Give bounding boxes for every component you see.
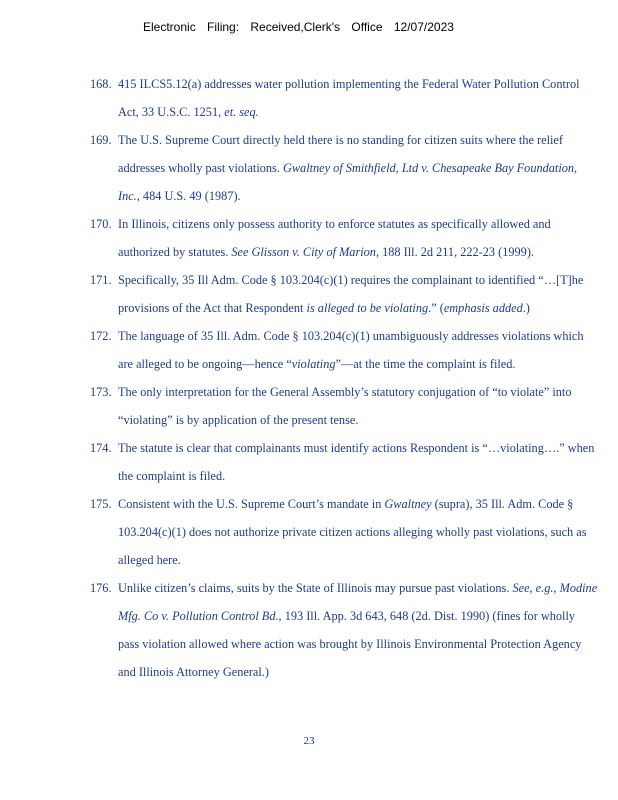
paragraph-number: 175. (90, 497, 112, 511)
numbered-paragraph-list (90, 70, 598, 686)
text-segment: Specifically, 35 Ill Adm. Code § 103.204(c)(1) requires the complainant to identified “…[T]he provisions of the Act that Respondent (118, 273, 584, 315)
header-filing: Filing: (207, 20, 240, 34)
text-segment: Unlike citizen’s claims, suits by the State of Illinois may pursue past violations. (118, 581, 513, 595)
paragraph-number: 173. (90, 385, 112, 399)
paragraph-number: 168. (90, 77, 112, 91)
paragraph-175 (90, 490, 598, 574)
text-segment: .” ( (428, 301, 444, 315)
text-segment: ”—at the time the complaint is filed. (335, 357, 516, 371)
paragraph-text (118, 574, 598, 686)
italic-citation: emphasis added (443, 301, 523, 315)
paragraph-171 (90, 266, 598, 322)
paragraph-text (118, 378, 598, 434)
italic-citation: is alleged to be violating (306, 301, 429, 315)
paragraph-number: 170. (90, 217, 112, 231)
header-received: Received,Clerk's (250, 20, 341, 34)
paragraph-number: 169. (90, 133, 112, 147)
text-segment: 188 Ill. 2d 211, 222-23 (1999). (379, 245, 534, 259)
text-segment: , 193 Ill. App. 3d 643, 648 (2d. Dist. 1990) (fines for wholly pass violation allowed where action was brought by Illinois Environmental Protection Agency and Illinois Attorney General.) (118, 609, 582, 679)
italic-citation: Gwaltney (384, 497, 432, 511)
paragraph-text (118, 434, 598, 490)
header-date: 12/07/2023 (393, 20, 454, 34)
italic-citation: violating (291, 357, 336, 371)
paragraph-number: 174. (90, 441, 112, 455)
text-segment: The only interpretation for the General Assembly’s statutory conjugation of “to violate” into “violating” is by application of the present tense. (118, 385, 572, 427)
paragraph-text (118, 70, 598, 126)
header-office: Office (351, 20, 383, 34)
paragraph-number: 171. (90, 273, 112, 287)
text-segment: (supra), 35 Ill. Adm. Code § 103.204(c)(1) does not authorize private citizen actions alleging wholly past violations, such as alleged here. (118, 497, 587, 567)
paragraph-number: 172. (90, 329, 112, 343)
text-segment: The statute is clear that complainants must identify actions Respondent is “…violating….” when the complaint is filed. (118, 441, 595, 483)
text-segment: 484 U.S. 49 (1987). (139, 189, 241, 203)
paragraph-169 (90, 126, 598, 210)
italic-citation: et. seq. (224, 105, 259, 119)
text-segment: In Illinois, citizens only possess authority to enforce statutes as specifically allowed and authorized by statutes. (118, 217, 551, 259)
italic-citation: Gwaltney of Smithfield, Ltd v. Chesapeake Bay Foundation, Inc., (118, 161, 578, 203)
paragraph-170 (90, 210, 598, 266)
paragraph-174 (90, 434, 598, 490)
paragraph-number: 176. (90, 581, 112, 595)
text-segment: Consistent with the U.S. Supreme Court’s mandate in (118, 497, 385, 511)
filing-header (143, 20, 462, 34)
paragraph-text (118, 322, 598, 378)
italic-citation: See Glisson v. City of Marion, (231, 245, 380, 259)
paragraph-168 (90, 70, 598, 126)
page-number: 23 (303, 735, 315, 747)
italic-citation: See, e.g., Modine Mfg. Co v. Pollution Control Bd. (118, 581, 598, 623)
paragraph-172 (90, 322, 598, 378)
text-segment: 415 ILCS5.12(a) addresses water pollution implementing the Federal Water Pollution Control Act, 33 U.S.C. 1251, (118, 77, 580, 119)
paragraph-173 (90, 378, 598, 434)
paragraph-text (118, 490, 598, 574)
text-segment: The U.S. Supreme Court directly held there is no standing for citizen suits where the relief addresses wholly past violations. (118, 133, 563, 175)
text-segment: .) (522, 301, 530, 315)
paragraph-text (118, 210, 598, 266)
paragraph-text (118, 126, 598, 210)
paragraph-176 (90, 574, 598, 686)
paragraph-text (118, 266, 598, 322)
header-electronic: Electronic (143, 20, 196, 34)
text-segment: The language of 35 Ill. Adm. Code § 103.204(c)(1) unambiguously addresses violations which are alleged to be ongoing—hence “ (118, 329, 584, 371)
